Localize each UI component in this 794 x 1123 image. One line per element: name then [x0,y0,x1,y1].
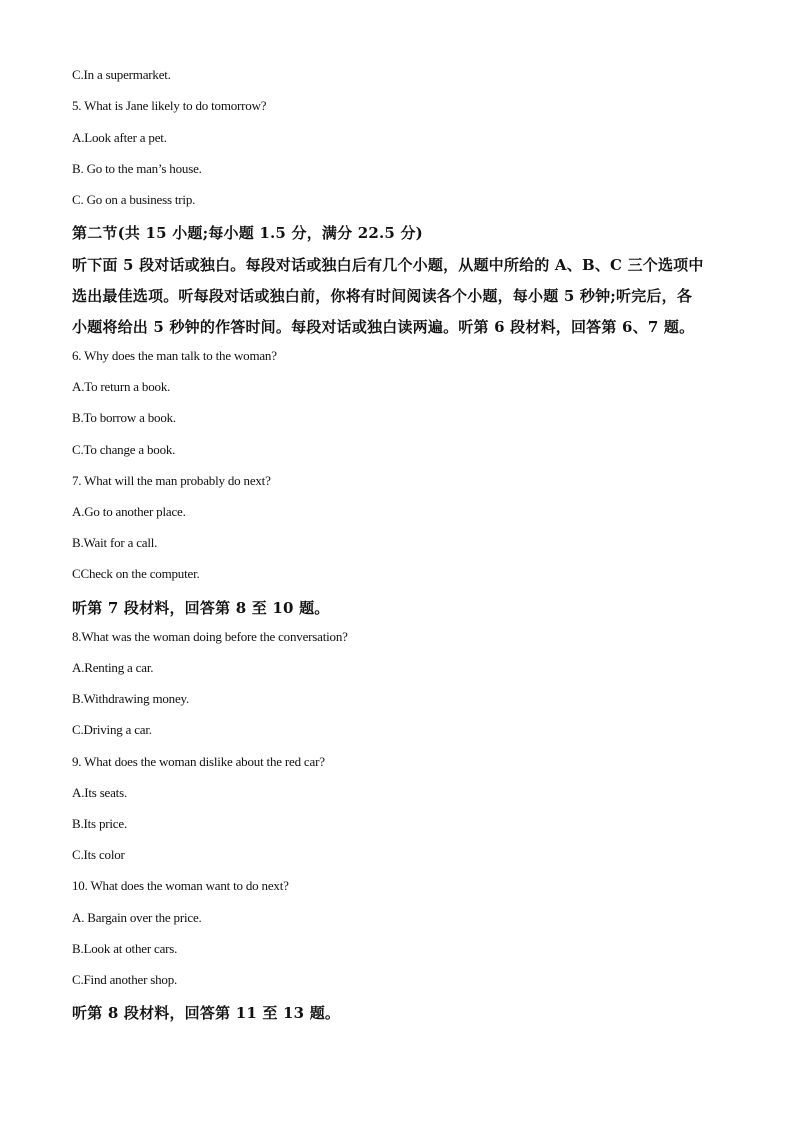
option-5c-trip: C. Go on a business trip. [72,192,196,207]
option-9a: A.Its seats. [72,785,128,800]
option-5b: B. Go to the man’s house. [72,161,202,176]
option-6a: A.To return a book. [72,379,171,394]
question-5: 5. What is Jane likely to do tomorrow? [72,98,267,113]
document-page [72,0,732,1123]
passage-7-heading: 听第 7 段材料，回答第 8 至 10 题。 [72,599,330,617]
section-heading: 第二节(共 15 小题;每小题 1.5 分，满分 22.5 分) [72,224,423,242]
option-10b: B.Look at other cars. [72,941,178,956]
option-9b: B.Its price. [72,816,128,831]
question-9: 9. What does the woman dislike about the red car? [72,754,325,769]
option-8a: A.Renting a car. [72,660,154,675]
option-10c: C.Find another shop. [72,972,178,987]
instructions-line-3: 小题将给出 5 秒钟的作答时间。每段对话或独白读两遍。听第 6 段材料，回答第 6、7 题。 [72,318,695,336]
option-8b: B.Withdrawing money. [72,691,190,706]
option-5c: C.In a supermarket. [72,67,171,82]
option-7a: A.Go to another place. [72,504,186,519]
question-6: 6. Why does the man talk to the woman? [72,348,277,363]
question-10: 10. What does the woman want to do next? [72,878,289,893]
option-7c: CCheck on the computer. [72,566,200,581]
question-7: 7. What will the man probably do next? [72,473,271,488]
passage-8-heading: 听第 8 段材料，回答第 11 至 13 题。 [72,1004,341,1022]
option-10a: A. Bargain over the price. [72,910,202,925]
instructions-line-2: 选出最佳选项。听每段对话或独白前，你将有时间阅读各个小题，每小题 5 秒钟;听完后，各 [72,287,693,305]
question-8: 8.What was the woman doing before the conversation? [72,629,348,644]
option-6b: B.To borrow a book. [72,410,176,425]
option-9c: C.Its color [72,847,125,862]
option-6c: C.To change a book. [72,442,176,457]
option-7b: B.Wait for a call. [72,535,158,550]
instructions-line-1: 听下面 5 段对话或独白。每段对话或独白后有几个小题，从题中所给的 A、B、C 三个选项中 [72,256,704,274]
option-5a: A.Look after a pet. [72,130,167,145]
option-8c: C.Driving a car. [72,722,152,737]
